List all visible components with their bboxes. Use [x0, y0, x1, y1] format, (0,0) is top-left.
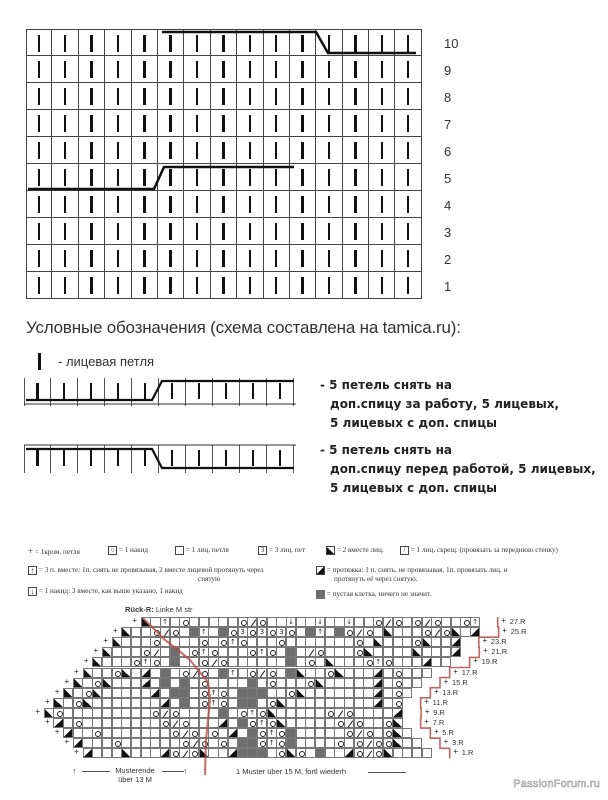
chart-cell: ↑ — [257, 647, 267, 657]
edge-stitch-icon: + — [74, 666, 79, 676]
edge-stitch-icon: + — [424, 717, 429, 726]
chart-cell: ↑ — [470, 617, 480, 627]
lace-legend-edge: + = 1кром. петля — [28, 546, 80, 556]
edge-stitch-icon: + — [103, 636, 108, 646]
yo-3tog-yo-icon: ↓ — [28, 587, 37, 596]
edge-stitch-icon: + — [473, 656, 478, 666]
lace-legend-k2tog: = 2 вместе лиц. — [326, 546, 384, 555]
edge-stitch-icon: + — [433, 727, 439, 737]
edge-stitch-icon: + — [502, 626, 508, 636]
row-number: 9 — [444, 63, 452, 78]
edge-stitch-icon: + — [35, 706, 41, 716]
row-label: 7.R — [432, 718, 445, 727]
chart-cell: ↑ — [141, 657, 151, 667]
row-label: 11.R — [432, 697, 448, 707]
edge-stitch-icon: + — [424, 706, 430, 716]
row-number: 6 — [444, 144, 452, 159]
chart-cell: ↑ — [199, 647, 209, 657]
edge-stitch-icon: + — [482, 636, 488, 646]
row-number: 3 — [444, 225, 452, 240]
chart-cell: ↑ — [267, 728, 277, 738]
repeat-note: 1 Muster über 15 M, fortl wiederh — [236, 767, 347, 776]
row-label: 1.R — [461, 748, 474, 758]
row-label: 15.R — [452, 677, 468, 687]
repeat-line-right — [368, 772, 406, 773]
chart-cell: ↑ — [373, 657, 383, 667]
row-number: 4 — [444, 198, 452, 213]
repeat-line-left — [82, 771, 110, 772]
row-number: 8 — [444, 90, 452, 105]
yarn-over-icon: ○ — [108, 546, 117, 555]
chart-cell: ↑ — [228, 668, 238, 678]
lace-legend-yarnover: ○ = 1 накид — [108, 546, 148, 555]
edge-stitch-icon: + — [501, 616, 507, 625]
edge-stitch-icon: + — [83, 656, 89, 666]
chart-cell: ↑ — [208, 688, 218, 698]
chart-cell: ↓ — [344, 617, 354, 627]
edge-stitch-icon: + — [54, 727, 60, 737]
chart-cell: ↑ — [257, 718, 267, 728]
twisted-knit-icon: / — [400, 546, 409, 555]
edge-stitch-icon: + — [482, 646, 488, 656]
three-knit-icon: 3 — [258, 546, 267, 555]
cable-front-description: - 5 петель снять на доп.спицу перед работой, 5 лицевых, 5 лицевых с доп. спицы — [320, 443, 596, 495]
lace-legend-twisted: / = 1 лиц. скрещ. (провязать за переднюю стенку) — [400, 546, 558, 555]
chart-cell: ↑ — [267, 738, 277, 748]
repeat-end-arrow-icon: ↑ — [183, 766, 188, 776]
edge-stitch-icon: + — [64, 676, 70, 686]
chart-cell: ↑ — [208, 698, 218, 708]
repeat-line-mid — [162, 771, 184, 772]
lace-legend-knit: = 1 лиц. петля — [175, 546, 229, 555]
edge-stitch-icon: + — [424, 696, 429, 706]
chart-cell: ↑ — [199, 627, 209, 637]
lace-chart-title: Rück-R: Linke M str — [125, 605, 193, 614]
chart-cell: 3 — [276, 627, 286, 637]
edge-stitch-icon: + — [443, 737, 449, 747]
edge-stitch-icon: + — [28, 546, 34, 556]
row-label: 5.R — [442, 728, 454, 738]
chart-cell: ↑ — [247, 708, 257, 718]
chart-cell: ↓ — [286, 617, 296, 627]
row-label: 21.R — [491, 647, 508, 657]
chart-cell: 3 — [238, 627, 248, 637]
row-label: 3.R — [452, 738, 464, 748]
watermark: PassionForum.ru — [513, 778, 600, 790]
row-label: 23.R — [490, 637, 507, 647]
knit-stitch-label: - лицевая петля — [58, 354, 155, 369]
pattern-end-note: Musterende über 13 M — [115, 766, 155, 784]
edge-stitch-icon: + — [433, 686, 439, 696]
edge-stitch-icon: + — [74, 747, 79, 757]
row-label: 17.R — [461, 667, 478, 677]
row-number: 2 — [444, 252, 452, 267]
chart-cell: 3 — [257, 627, 267, 637]
row-number: 10 — [444, 36, 459, 51]
row-label: 9.R — [433, 707, 445, 717]
chart-cell: ↑ — [315, 627, 325, 637]
legend-title: Условные обозначения (схема составлена на tamica.ru): — [26, 318, 461, 337]
row-label: 25.R — [510, 627, 527, 637]
row-number: 5 — [444, 171, 452, 186]
edge-stitch-icon: + — [45, 717, 50, 726]
edge-stitch-icon: + — [64, 737, 70, 747]
edge-stitch-icon: + — [453, 666, 459, 676]
cable-back-description: - 5 петель снять на доп.спицу за работу, 5 лицевых, 5 лицевых с доп. спицы — [320, 378, 560, 430]
lace-legend-3tog: ↑ = 3 п. вместе: 1п. снять не провязывая, 2 вместе лицевой протянуть через снятую — [28, 566, 264, 583]
row-number: 1 — [444, 279, 452, 294]
lace-legend-yo3togyo: ↓ = 1 накид: 3 вместе, как выше указано, 1 накид — [28, 587, 183, 596]
chart-cell: ↑ — [228, 637, 238, 647]
edge-stitch-icon: + — [54, 686, 60, 696]
lace-legend-empty: = пустая клетка, ничего не значит. — [316, 590, 431, 599]
chart-cell: ↓ — [315, 617, 325, 627]
edge-stitch-icon: + — [93, 646, 99, 656]
row-label: 13.R — [442, 687, 459, 697]
edge-stitch-icon: + — [112, 626, 118, 636]
row-label: 19.R — [481, 657, 498, 667]
chart-cell: ↑ — [160, 617, 170, 627]
lace-legend-skp: = протяжка: 1 п. снять, не провязывая, 1п. провязать лиц. и протянуть её через снятую. — [316, 566, 507, 583]
edge-stitch-icon: + — [45, 696, 50, 706]
repeat-start-arrow-icon: ↑ — [72, 766, 77, 776]
edge-stitch-icon: + — [453, 747, 459, 757]
three-together-icon: ↑ — [28, 566, 37, 575]
row-number: 7 — [444, 117, 452, 132]
row-label: 27.R — [509, 617, 526, 626]
edge-stitch-icon: + — [443, 676, 449, 686]
edge-stitch-icon: + — [132, 616, 138, 625]
lace-legend-3knit: 3 = 3 лиц. пет — [258, 546, 305, 555]
